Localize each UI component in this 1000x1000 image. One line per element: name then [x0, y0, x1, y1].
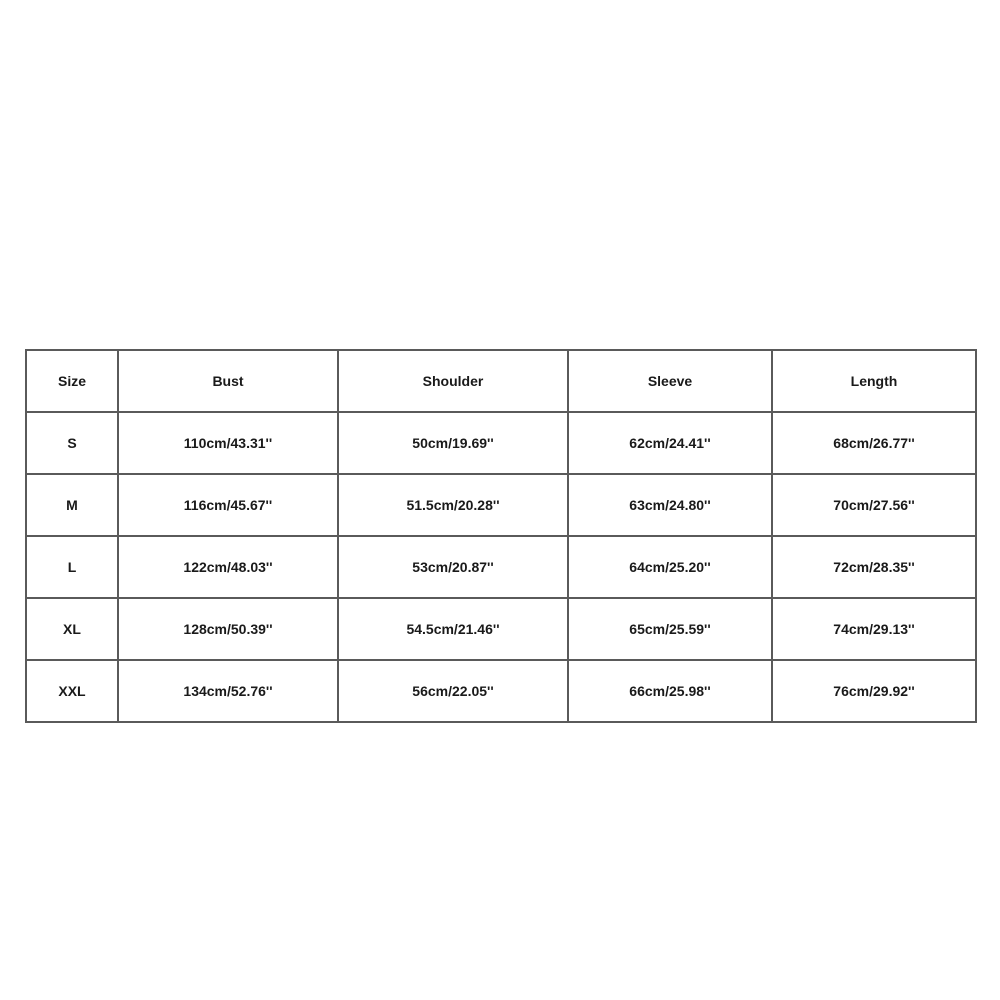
table-row [26, 536, 976, 598]
table-row [26, 598, 976, 660]
cell-length: 70cm/27.56'' [772, 474, 976, 536]
cell-length: 74cm/29.13'' [772, 598, 976, 660]
cell-sleeve: 62cm/24.41'' [568, 412, 772, 474]
cell-shoulder: 51.5cm/20.28'' [338, 474, 568, 536]
cell-bust: 110cm/43.31'' [118, 412, 338, 474]
cell-bust: 134cm/52.76'' [118, 660, 338, 722]
cell-bust: 122cm/48.03'' [118, 536, 338, 598]
cell-size: XL [26, 598, 118, 660]
cell-bust: 116cm/45.67'' [118, 474, 338, 536]
table-row [26, 412, 976, 474]
header-sleeve: Sleeve [568, 350, 772, 412]
cell-shoulder: 54.5cm/21.46'' [338, 598, 568, 660]
cell-sleeve: 65cm/25.59'' [568, 598, 772, 660]
cell-shoulder: 56cm/22.05'' [338, 660, 568, 722]
cell-length: 68cm/26.77'' [772, 412, 976, 474]
cell-sleeve: 66cm/25.98'' [568, 660, 772, 722]
cell-shoulder: 53cm/20.87'' [338, 536, 568, 598]
cell-sleeve: 64cm/25.20'' [568, 536, 772, 598]
table-row [26, 474, 976, 536]
cell-sleeve: 63cm/24.80'' [568, 474, 772, 536]
size-chart-table [25, 349, 977, 723]
header-bust: Bust [118, 350, 338, 412]
cell-length: 76cm/29.92'' [772, 660, 976, 722]
cell-length: 72cm/28.35'' [772, 536, 976, 598]
table-row [26, 660, 976, 722]
header-row [26, 350, 976, 412]
cell-size: M [26, 474, 118, 536]
cell-size: L [26, 536, 118, 598]
cell-shoulder: 50cm/19.69'' [338, 412, 568, 474]
cell-size: XXL [26, 660, 118, 722]
header-size: Size [26, 350, 118, 412]
cell-bust: 128cm/50.39'' [118, 598, 338, 660]
cell-size: S [26, 412, 118, 474]
header-shoulder: Shoulder [338, 350, 568, 412]
header-length: Length [772, 350, 976, 412]
